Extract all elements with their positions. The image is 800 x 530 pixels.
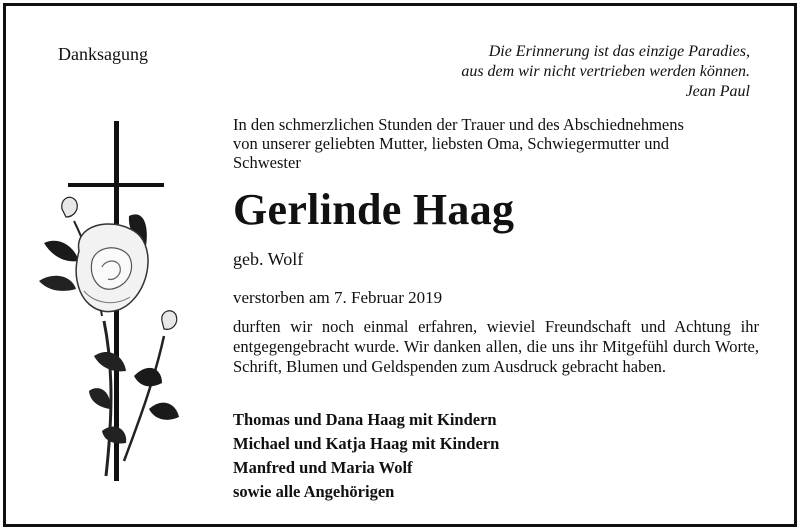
quote-line: Die Erinnerung ist das einzige Paradies, — [488, 43, 750, 60]
intro-line: Schwester — [233, 153, 301, 172]
signer: sowie alle Angehörigen — [233, 482, 395, 501]
memorial-quote — [330, 42, 750, 102]
date-of-death: verstorben am 7. Februar 2019 — [233, 288, 443, 307]
intro-line: von unserer geliebten Mutter, liebsten Oma, Schwiegermutter und — [233, 134, 670, 153]
signer: Michael und Katja Haag mit Kindern — [233, 434, 500, 453]
quote-author: Jean Paul — [685, 83, 750, 100]
cross-with-rose-icon — [34, 121, 209, 491]
signers-list — [233, 408, 499, 504]
signer: Manfred und Maria Wolf — [233, 458, 413, 477]
intro-line: In den schmerzlichen Stunden der Trauer und des Abschiednehmens — [233, 115, 684, 134]
intro-text — [233, 115, 761, 172]
maiden-name: geb. Wolf — [233, 249, 304, 269]
deceased-name: Gerlinde Haag — [233, 185, 515, 234]
obituary-notice-frame — [3, 3, 797, 527]
notice-type-label: Danksagung — [58, 44, 148, 64]
signer: Thomas und Dana Haag mit Kindern — [233, 410, 497, 429]
thanks-paragraph: durften wir noch einmal erfahren, wieviel Freundschaft und Achtung ihr entgegengebracht wurde. Wir danken allen, die uns ihr Mitgefühl durch Worte, Schrift, Blumen und Geldspenden zum Ausdruck gebracht haben. — [233, 317, 759, 376]
quote-line: aus dem wir nicht vertrieben werden können. — [461, 63, 750, 80]
